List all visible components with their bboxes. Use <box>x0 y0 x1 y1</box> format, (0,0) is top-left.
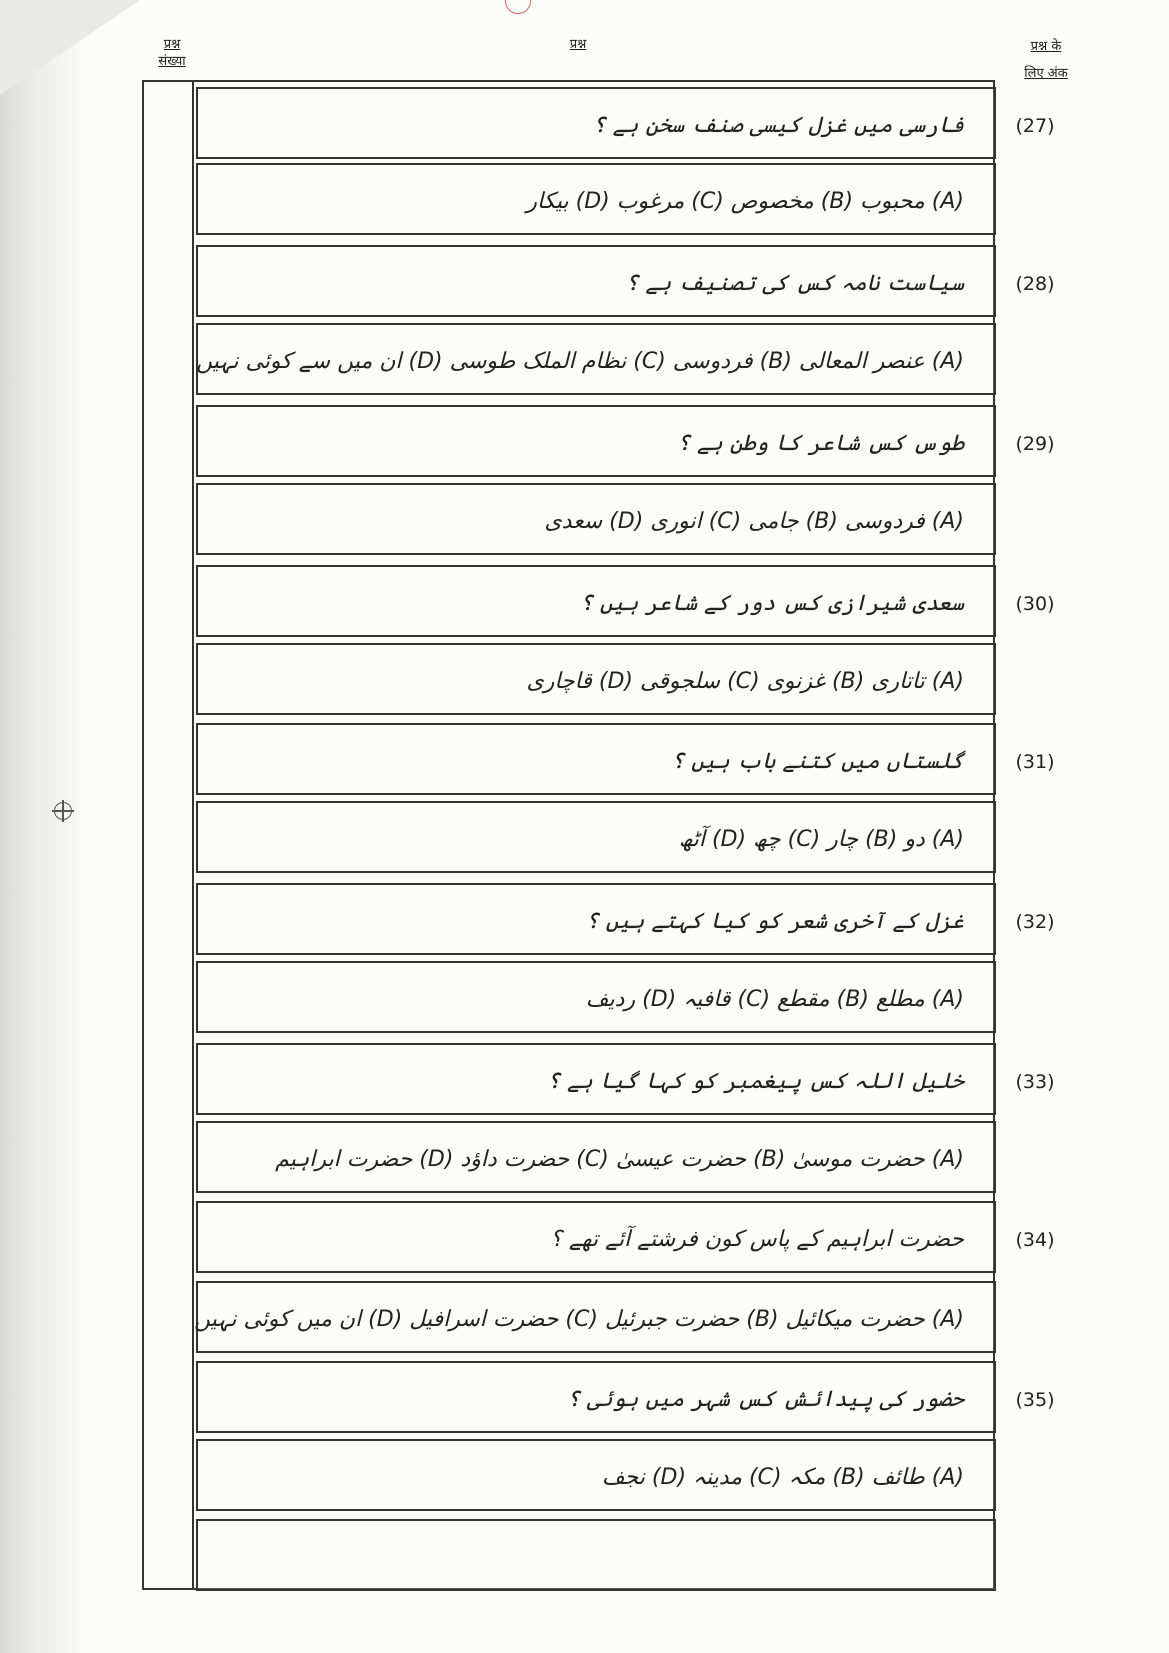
options-row <box>196 163 996 235</box>
options-row <box>196 1281 996 1353</box>
question-row <box>196 405 996 477</box>
question-text: حضور کی پیدائش کس شہر میں ہوئی ؟ <box>567 1386 964 1412</box>
question-row <box>196 565 996 637</box>
question-number: (33) <box>1015 1071 1055 1093</box>
question-text: خلیل اللہ کس پیغمبر کو کہا گیا ہے ؟ <box>547 1068 964 1094</box>
question-row <box>196 1201 996 1273</box>
header-marks-line1: प्रश्न के <box>1030 39 1062 54</box>
header-question-number-line1: प्रश्न <box>163 37 181 52</box>
folded-corner <box>0 0 140 95</box>
options-row <box>196 1121 996 1193</box>
page-fold-shadow <box>0 0 90 1653</box>
question-row <box>196 723 996 795</box>
question-number: (29) <box>1015 433 1055 455</box>
question-number: (34) <box>1015 1229 1055 1251</box>
options-text: (A) طائف (B) مکہ (C) مدینہ (D) نجف <box>601 1464 964 1490</box>
options-row <box>196 643 996 715</box>
question-row <box>196 87 996 159</box>
options-row <box>196 323 996 395</box>
options-text: (A) حضرت میکائیل (B) حضرت جبرئیل (C) حضرت اسرافیل (D) ان میں کوئی نہیں <box>194 1306 964 1332</box>
header-question-number <box>152 36 192 70</box>
question-number: (27) <box>1015 115 1055 137</box>
question-text: گلستاں میں کتنے باب ہیں ؟ <box>671 748 964 774</box>
question-row <box>196 1361 996 1433</box>
question-number: (28) <box>1015 273 1055 295</box>
header-question-number-line2: संख्या <box>158 54 186 69</box>
header-question <box>548 36 608 53</box>
question-number: (32) <box>1015 911 1055 933</box>
question-row <box>196 245 996 317</box>
options-text: (A) فردوسی (B) جامی (C) انوری (D) سعدی <box>544 508 964 534</box>
grid-column-divider <box>192 80 194 1590</box>
options-text: (A) مطلع (B) مقطع (C) قافیہ (D) ردیف <box>585 986 964 1012</box>
header-question-label: प्रश्न <box>569 37 587 52</box>
question-text: غزل کے آخری شعر کو کیا کہتے ہیں ؟ <box>585 908 964 934</box>
options-text: (A) عنصر المعالی (B) فردوسی (C) نظام الملک طوسی (D) ان میں سے کوئی نہیں <box>196 348 964 374</box>
registration-crosshair-icon <box>54 802 72 820</box>
top-stamp-mark <box>505 0 531 14</box>
question-row <box>196 1043 996 1115</box>
question-text: فارسی میں غزل کیسی صنف سخن ہے ؟ <box>592 112 964 138</box>
question-number: (35) <box>1015 1389 1055 1411</box>
question-row <box>196 883 996 955</box>
options-text: (A) دو (B) چار (C) چھ (D) آٹھ <box>678 826 964 852</box>
question-text: طوس کس شاعر کا وطن ہے ؟ <box>677 430 964 456</box>
options-row <box>196 801 996 873</box>
header-marks-line2: लिए अंक <box>1024 66 1068 81</box>
question-number: (31) <box>1015 751 1055 773</box>
header-marks <box>1016 38 1076 82</box>
question-number: (30) <box>1015 593 1055 615</box>
options-text: (A) حضرت موسیٰ (B) حضرت عیسیٰ (C) حضرت داؤد (D) حضرت ابراہیم <box>275 1146 964 1172</box>
options-row <box>196 1439 996 1511</box>
options-row <box>196 1519 996 1591</box>
question-text: سعدی شیرازی کس دور کے شاعر ہیں ؟ <box>579 590 964 616</box>
options-text: (A) محبوب (B) مخصوص (C) مرغوب (D) بیکار <box>526 188 964 214</box>
options-row <box>196 961 996 1033</box>
options-row <box>196 483 996 555</box>
question-text: سیاست نامہ کس کی تصنیف ہے ؟ <box>625 270 964 296</box>
question-text: حضرت ابراہیم کے پاس کون فرشتے آئے تھے ؟ <box>550 1226 964 1252</box>
options-text: (A) تاتاری (B) غزنوی (C) سلجوقی (D) قاچاری <box>526 668 964 694</box>
